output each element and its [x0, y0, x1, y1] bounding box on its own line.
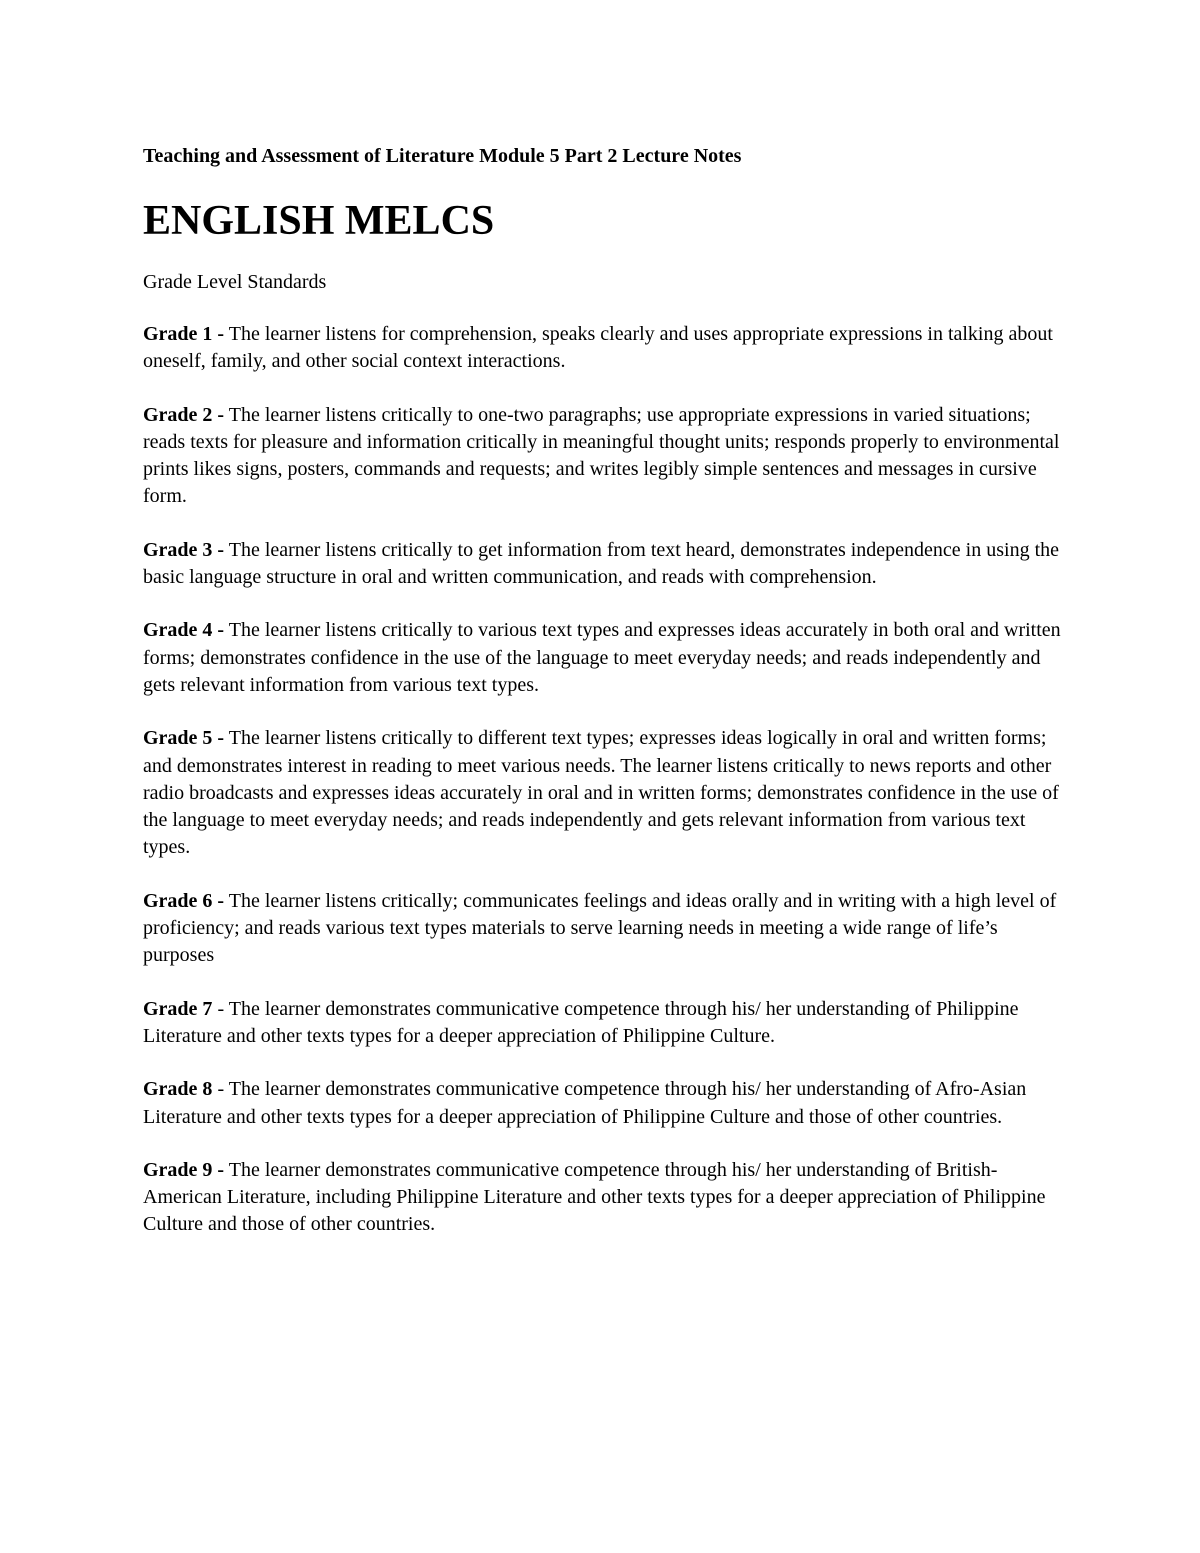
section-subtitle: Grade Level Standards [143, 271, 327, 293]
grade-description: - The learner demonstrates communicative competence through his/ her understanding of Philippine Literature and other texts types for a deeper appreciation of Philippine Culture. [143, 997, 1019, 1047]
grade-5-standard [143, 725, 1063, 861]
grade-label: Grade 5 - [143, 727, 225, 750]
grade-label: Grade 6 - [143, 889, 225, 912]
grade-1-standard [143, 321, 1063, 376]
grade-label: Grade 7 [143, 997, 213, 1020]
document-page [143, 140, 1063, 1265]
grade-label: Grade 8 [143, 1078, 213, 1101]
grade-label: Grade 3 - [143, 538, 225, 561]
grade-description: - The learner demonstrates communicative competence through his/ her understanding of Afro-Asian Literature and other texts types for a deeper appreciation of Philippine Culture and those of other countries. [143, 1078, 1027, 1128]
grade-6-standard [143, 888, 1063, 970]
grade-7-standard [143, 996, 1063, 1051]
grade-description: The learner listens critically to get information from text heard, demonstrates independence in using the basic language structure in oral and written communication, and reads with comprehension. [143, 538, 1060, 589]
document-header: Teaching and Assessment of Literature Module 5 Part 2 Lecture Notes [143, 145, 742, 167]
grade-label: Grade 9 - [143, 1158, 225, 1181]
grade-9-standard [143, 1157, 1063, 1239]
grade-3-standard [143, 537, 1063, 592]
grade-8-standard [143, 1076, 1063, 1131]
grade-description: The learner listens critically; communicates feelings and ideas orally and in writing with a high level of proficiency; and reads various text types materials to serve learning needs in meeting a wide range of life’s purposes [143, 889, 1057, 967]
grade-label: Grade 1 - [143, 323, 225, 345]
grade-label: Grade 2 - [143, 403, 225, 426]
grade-description: The learner demonstrates communicative competence through his/ her understanding of British-American Literature, including Philippine Literature and other texts types for a deeper appreciation of Philippine Culture and those of other countries. [143, 1158, 1046, 1236]
document-title: ENGLISH MELCS [143, 198, 495, 244]
grade-description: The learner listens critically to different text types; expresses ideas logically in oral and written forms; and demonstrates interest in reading to meet various needs. The learner listens critically to news reports and other radio broadcasts and expresses ideas accurately in oral and in written forms; demonstrates confidence in the use of the language to meet everyday needs; and reads independently and gets relevant information from various text types. [143, 727, 1059, 859]
grade-description: The learner listens critically to various text types and expresses ideas accurately in both oral and written forms; demonstrates confidence in the use of the language to meet everyday needs; and reads independently and gets relevant information from various text types. [143, 619, 1061, 696]
grade-2-standard [143, 402, 1063, 511]
grade-4-standard [143, 617, 1063, 699]
grade-label: Grade 4 - [143, 619, 225, 642]
grade-description: The learner listens critically to one-two paragraphs; use appropriate expressions in varied situations; reads texts for pleasure and information critically in meaningful thought units; responds properly to environmental prints likes signs, posters, commands and requests; and writes legibly simple sentences and messages in cursive form. [143, 403, 1060, 508]
grade-description: The learner listens for comprehension, speaks clearly and uses appropriate expressions in talking about oneself, family, and other social context interactions. [143, 323, 1053, 373]
